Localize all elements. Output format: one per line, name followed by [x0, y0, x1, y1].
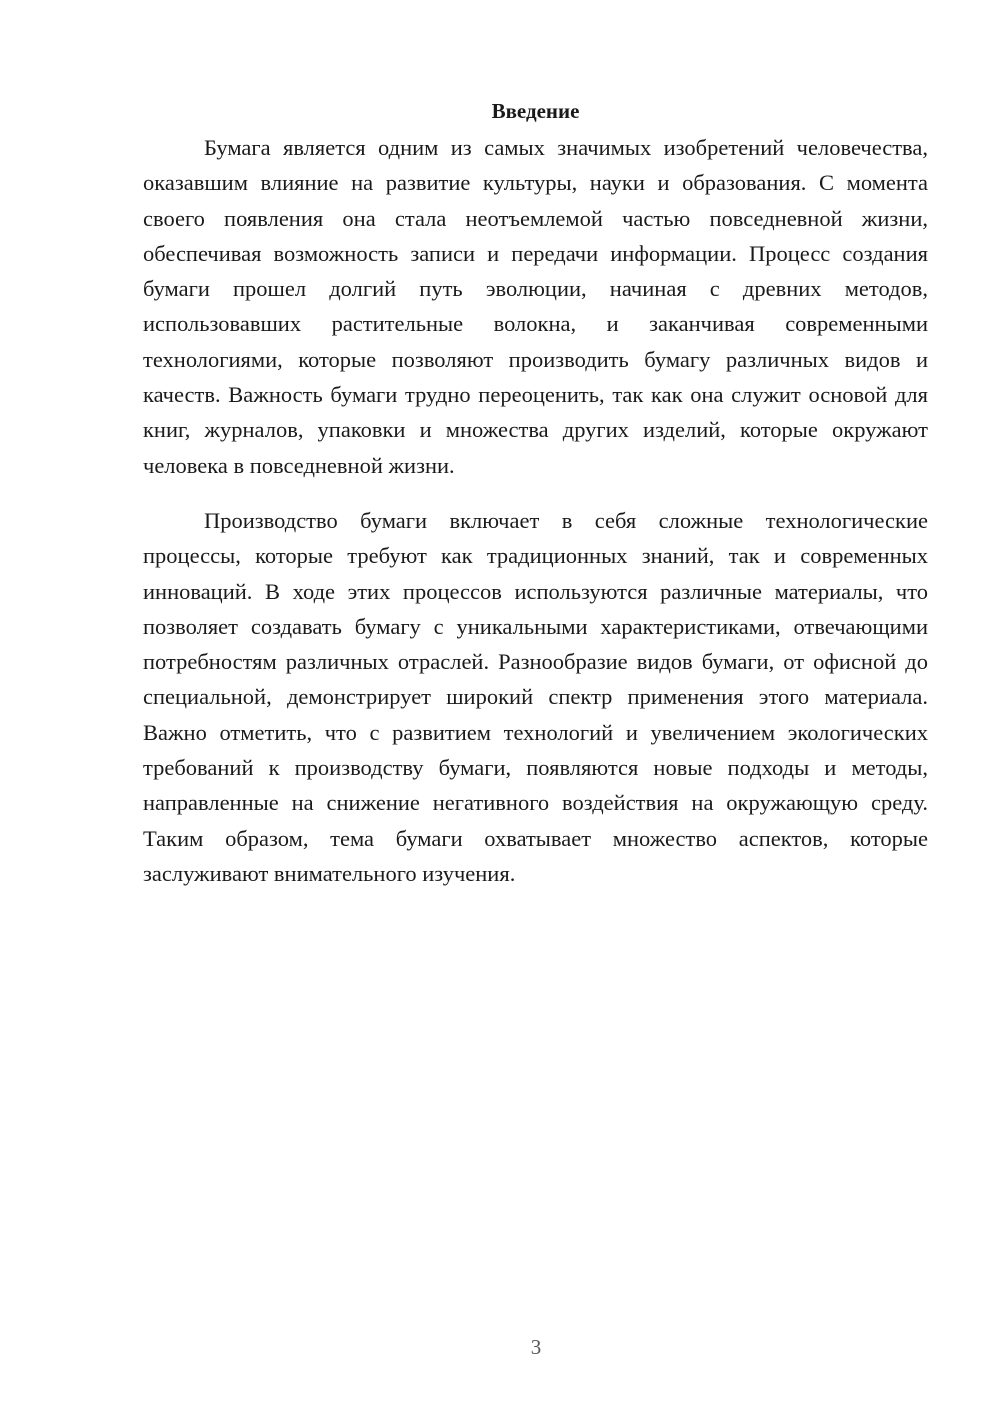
page-content [143, 96, 928, 891]
paragraph-2: Производство бумаги включает в себя сложные технологические процессы, которые требуют как традиционных знаний, так и современных инноваций. В ходе этих процессов используются различные материалы, что позволяет создавать бумагу с уникальными характеристиками, отвечающими потребностям различных отраслей. Разнообразие видов бумаги, от офисной до специальной, демонстрирует широкий спектр применения этого материала. Важно отметить, что с развитием технологий и увеличением экологических требований к производству бумаги, появляются новые подходы и методы, направленные на снижение негативного воздействия на окружающую среду. Таким образом, тема бумаги охватывает множество аспектов, которые заслуживают внимательного изучения. [143, 507, 928, 886]
section-heading: Введение [491, 99, 580, 123]
page-number: 3 [530, 1335, 542, 1359]
paragraph-1: Бумага является одним из самых значимых изобретений человечества, оказавшим влияние на развитие культуры, науки и образования. С момента своего появления она стала неотъемлемой частью повседневной жизни, обеспечивая возможность записи и передачи информации. Процесс создания бумаги прошел долгий путь эволюции, начиная с древних методов, использовавших растительные волокна, и заканчивая современными технологиями, которые позволяют производить бумагу различных видов и качеств. Важность бумаги трудно переоценить, так как она служит основой для книг, журналов, упаковки и множества других изделий, которые окружают человека в повседневной жизни. [143, 135, 928, 478]
